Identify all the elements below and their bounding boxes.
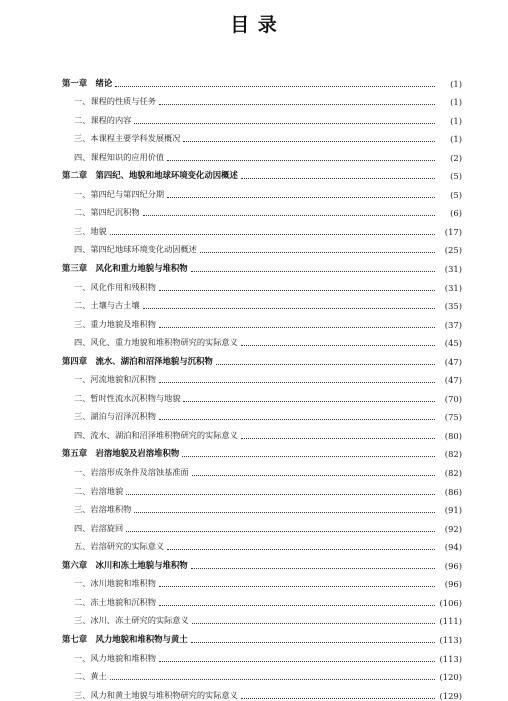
page-number: (37) bbox=[444, 319, 462, 330]
toc-section-row bbox=[62, 385, 462, 404]
dot-leader bbox=[183, 141, 435, 142]
toc-section-row bbox=[62, 126, 462, 145]
section-title: 三、湖泊与沼泽沉积物 bbox=[74, 411, 156, 422]
page-number: (45) bbox=[444, 338, 462, 349]
chapter-title: 第七章 风力地貌和堆积物与黄土 bbox=[62, 633, 188, 644]
toc-chapter-row bbox=[62, 552, 462, 571]
toc-section-row bbox=[62, 144, 462, 163]
dot-leader bbox=[200, 252, 435, 253]
toc-section-row bbox=[62, 589, 462, 608]
dot-leader bbox=[159, 586, 435, 587]
section-title: 二、冻土地貌和沉积物 bbox=[74, 596, 156, 607]
dot-leader bbox=[159, 327, 435, 328]
section-title: 四、流水、湖泊和沼泽堆积物研究的实际意义 bbox=[74, 429, 238, 440]
section-title: 三、本课程主要学科发展概况 bbox=[74, 133, 181, 144]
chapter-title: 第四章 流水、湖泊和沼泽地貌与沉积物 bbox=[62, 355, 213, 366]
page-number: (120) bbox=[439, 672, 462, 683]
page-number: (91) bbox=[444, 505, 462, 516]
dot-leader bbox=[167, 197, 435, 198]
section-title: 三、冰川、冻土研究的实际意义 bbox=[74, 615, 189, 626]
toc-section-row bbox=[62, 422, 462, 441]
page-number: (1) bbox=[450, 115, 462, 126]
section-title: 一、课程的性质与任务 bbox=[74, 96, 156, 107]
dot-leader bbox=[159, 419, 435, 420]
page-number: (92) bbox=[444, 523, 462, 534]
section-title: 一、风力地貌和堆积物 bbox=[74, 652, 156, 663]
chapter-title: 第二章 第四纪、地貌和地球环境变化动因概述 bbox=[62, 170, 238, 181]
chapter-title: 第六章 冰川和冻土地貌与堆积物 bbox=[62, 559, 188, 570]
chapter-title: 第一章 绪论 bbox=[62, 77, 113, 88]
section-title: 五、岩溶研究的实际意义 bbox=[74, 541, 165, 552]
section-title: 二、课程的内容 bbox=[74, 114, 132, 125]
page-number: (80) bbox=[444, 430, 462, 441]
section-title: 一、风化作用和残积物 bbox=[74, 281, 156, 292]
dot-leader bbox=[159, 290, 435, 291]
toc-section-row bbox=[62, 107, 462, 126]
toc-section-row bbox=[62, 534, 462, 553]
toc-section-row bbox=[62, 404, 462, 423]
toc-section-row bbox=[62, 571, 462, 590]
page-number: (47) bbox=[444, 356, 462, 367]
page-number: (25) bbox=[444, 245, 462, 256]
section-title: 二、岩溶地貌 bbox=[74, 485, 124, 496]
chapter-title: 第三章 风化和重力地貌与堆积物 bbox=[62, 263, 188, 274]
toc-section-row bbox=[62, 645, 462, 664]
page-number: (5) bbox=[450, 189, 462, 200]
section-title: 四、第四纪地球环境变化动因概述 bbox=[74, 244, 197, 255]
section-title: 四、课程知识的应用价值 bbox=[74, 151, 165, 162]
toc-chapter-row bbox=[62, 441, 462, 460]
toc-section-row bbox=[62, 515, 462, 534]
dot-leader bbox=[241, 178, 435, 179]
dot-leader bbox=[167, 549, 435, 550]
section-title: 二、黄土 bbox=[74, 671, 107, 682]
page-number: (96) bbox=[444, 579, 462, 590]
page-number: (70) bbox=[444, 393, 462, 404]
page-number: (113) bbox=[439, 653, 462, 664]
toc-section-row bbox=[62, 200, 462, 219]
page-number: (6) bbox=[450, 208, 462, 219]
toc-section-row bbox=[62, 497, 462, 516]
section-title: 四、风化、重力地貌和堆积物研究的实际意义 bbox=[74, 337, 238, 348]
toc-chapter-row bbox=[62, 255, 462, 274]
page-number: (86) bbox=[444, 486, 462, 497]
section-title: 二、土壤与古土壤 bbox=[74, 300, 140, 311]
page-number: (113) bbox=[439, 634, 462, 645]
dot-leader bbox=[110, 234, 435, 235]
dot-leader bbox=[192, 623, 435, 624]
toc-section-row bbox=[62, 664, 462, 683]
page-number: (82) bbox=[444, 468, 462, 479]
page-number: (111) bbox=[439, 616, 462, 627]
dot-leader bbox=[143, 308, 435, 309]
page-title: 目 录 bbox=[230, 14, 278, 36]
dot-leader bbox=[167, 160, 435, 161]
page-number: (129) bbox=[439, 690, 462, 701]
page-number: (75) bbox=[444, 412, 462, 423]
toc-section-row bbox=[62, 478, 462, 497]
toc-section-row bbox=[62, 181, 462, 200]
page-number: (31) bbox=[444, 264, 462, 275]
toc-section-row bbox=[62, 293, 462, 312]
chapter-title: 第五章 岩溶地貌及岩溶堆积物 bbox=[62, 448, 180, 459]
dot-leader bbox=[191, 271, 435, 272]
toc-section-row bbox=[62, 218, 462, 237]
dot-leader bbox=[192, 475, 435, 476]
dot-leader bbox=[159, 661, 435, 662]
toc-chapter-row bbox=[62, 163, 462, 182]
toc-section-row bbox=[62, 89, 462, 108]
section-title: 四、岩溶旋回 bbox=[74, 522, 124, 533]
toc-chapter-row bbox=[62, 348, 462, 367]
dot-leader bbox=[115, 86, 435, 87]
section-title: 一、岩溶形成条件及溶蚀基准面 bbox=[74, 467, 189, 478]
section-title: 二、第四纪沉积物 bbox=[74, 207, 140, 218]
toc-section-row bbox=[62, 682, 462, 701]
toc-section-row bbox=[62, 367, 462, 386]
dot-leader bbox=[159, 104, 435, 105]
dot-leader bbox=[182, 456, 435, 457]
dot-leader bbox=[110, 679, 435, 680]
page-number: (47) bbox=[444, 375, 462, 386]
dot-leader bbox=[126, 494, 435, 495]
toc-section-row bbox=[62, 237, 462, 256]
dot-leader bbox=[159, 605, 435, 606]
section-title: 一、冰川地貌和堆积物 bbox=[74, 578, 156, 589]
toc-chapter-row bbox=[62, 70, 462, 89]
section-title: 三、重力地貌及堆积物 bbox=[74, 318, 156, 329]
section-title: 三、风力和黄土地貌与堆积物研究的实际意义 bbox=[74, 689, 238, 700]
section-title: 一、河流地貌和沉积物 bbox=[74, 374, 156, 385]
dot-leader bbox=[241, 345, 435, 346]
page-number: (2) bbox=[450, 152, 462, 163]
page-number: (35) bbox=[444, 301, 462, 312]
section-title: 二、暂时性流水沉积物与地貌 bbox=[74, 392, 181, 403]
page-number: (31) bbox=[444, 282, 462, 293]
page-number: (96) bbox=[444, 560, 462, 571]
page-number: (17) bbox=[444, 226, 462, 237]
dot-leader bbox=[134, 512, 435, 513]
dot-leader bbox=[159, 382, 435, 383]
section-title: 三、地貌 bbox=[74, 225, 107, 236]
dot-leader bbox=[216, 364, 435, 365]
dot-leader bbox=[134, 123, 435, 124]
dot-leader bbox=[241, 698, 435, 699]
toc-section-row bbox=[62, 311, 462, 330]
toc-section-row bbox=[62, 459, 462, 478]
dot-leader bbox=[126, 531, 435, 532]
page-number: (1) bbox=[450, 97, 462, 108]
table-of-contents bbox=[62, 70, 462, 701]
toc-section-row bbox=[62, 330, 462, 349]
toc-section-row bbox=[62, 608, 462, 627]
dot-leader bbox=[143, 215, 435, 216]
dot-leader bbox=[191, 568, 435, 569]
toc-section-row bbox=[62, 274, 462, 293]
dot-leader bbox=[191, 642, 435, 643]
toc-chapter-row bbox=[62, 626, 462, 645]
section-title: 三、岩溶堆积物 bbox=[74, 504, 132, 515]
page-number: (5) bbox=[450, 171, 462, 182]
page-number: (1) bbox=[450, 134, 462, 145]
page-number: (94) bbox=[444, 542, 462, 553]
page-number: (1) bbox=[450, 78, 462, 89]
dot-leader bbox=[241, 438, 435, 439]
page-number: (82) bbox=[444, 449, 462, 460]
section-title: 一、第四纪与第四纪分期 bbox=[74, 188, 165, 199]
dot-leader bbox=[183, 401, 435, 402]
page-number: (106) bbox=[439, 597, 462, 608]
